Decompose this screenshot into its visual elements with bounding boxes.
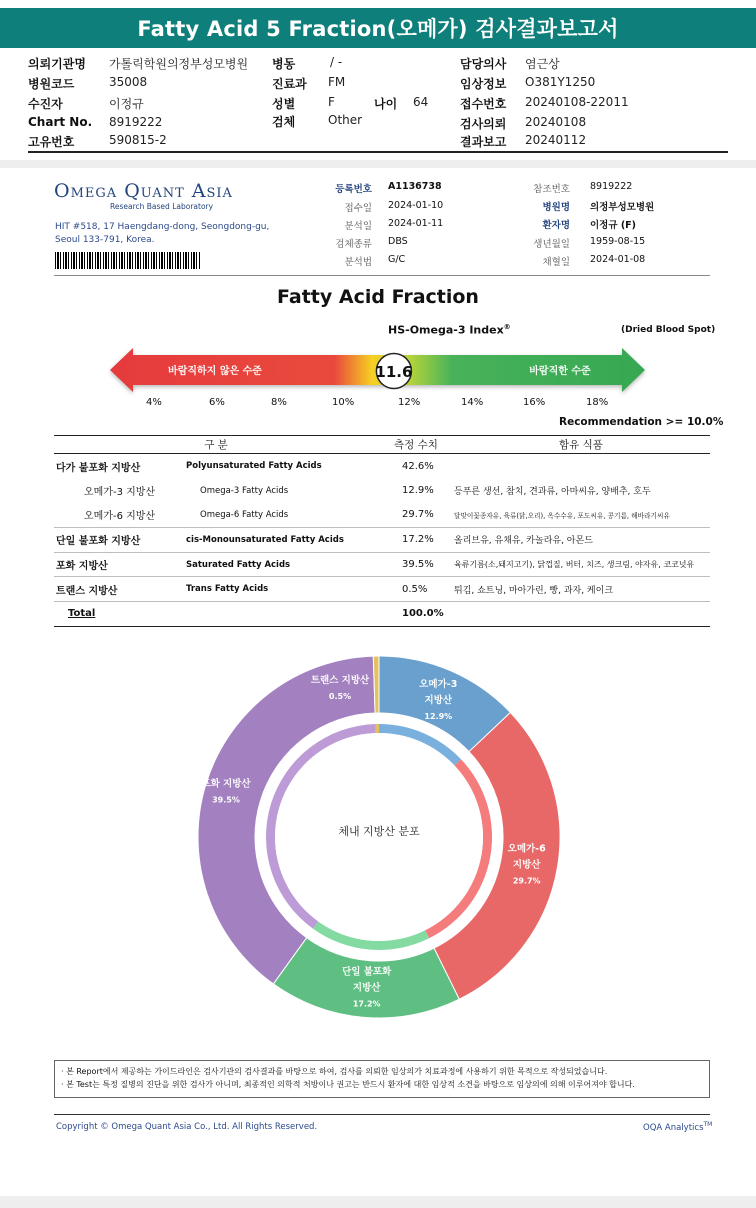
tick-label: 18% [586, 397, 609, 408]
dept-label: 진료과 [272, 77, 307, 91]
gauge-left-label: 바람직하지 않은 수준 [168, 366, 262, 377]
total-value: 100.0% [378, 602, 454, 627]
result-report-value: 20240112 [525, 133, 587, 147]
index-title [388, 323, 511, 337]
fatty-acid-donut-chart [190, 648, 568, 1026]
hospital-value: 가톨릭학원의정부성모병원 [109, 57, 249, 71]
analysis-date-label: 분석일 [344, 221, 372, 232]
patient-name-value: 이정규 (F) [590, 220, 637, 231]
clinical-label: 임상정보 [460, 77, 507, 91]
total-label: Total [54, 602, 182, 627]
slice-label: 29.7% [512, 876, 541, 886]
table-row [54, 478, 710, 503]
collect-date-label: 채혈일 [542, 257, 570, 268]
chart-no-value: 8919222 [109, 115, 163, 129]
ward-value: / - [330, 55, 343, 69]
header-category: 구 분 [54, 436, 378, 454]
slice-label: 39.5% [212, 795, 240, 805]
age-label: 나이 [374, 97, 398, 111]
row-en: Saturated Fatty Acids [182, 552, 378, 577]
analysis-date-value: 2024-01-11 [388, 218, 444, 229]
hospital-label: 의뢰기관명 [28, 57, 86, 71]
specimen-type-value: DBS [388, 236, 408, 247]
table-row [54, 528, 710, 553]
index-value: 11.6 [375, 363, 413, 381]
examinee-label: 수진자 [28, 97, 63, 111]
slice-label: 오메가-6 [507, 843, 546, 855]
row-food [454, 454, 710, 479]
tick-label: 4% [146, 397, 162, 408]
table-total-row [54, 602, 710, 627]
doctor-value: 염근상 [525, 57, 560, 71]
report-title: Fatty Acid 5 Fraction(오메가) 검사결과보고서 [0, 8, 756, 48]
row-value: 29.7% [378, 503, 454, 528]
slice-label: 12.9% [424, 712, 453, 722]
row-value: 12.9% [402, 485, 434, 497]
slice-label: 오메가-3 [419, 679, 458, 691]
ref-no-label: 참조번호 [533, 184, 570, 195]
footer-divider [54, 1114, 710, 1115]
method-label: 분석법 [344, 257, 372, 268]
specimen-label: 검체 [272, 115, 296, 129]
tick-label: 14% [461, 397, 484, 408]
ward-label: 병동 [272, 57, 296, 71]
brand-tm: TM [703, 1121, 713, 1128]
lab-hospital-value: 의정부성모병원 [590, 202, 655, 213]
fatty-acid-table [54, 435, 710, 627]
slice-label: 0.5% [328, 692, 352, 701]
slice-label: 지방산 [512, 859, 541, 871]
test-request-label: 검사의뢰 [460, 117, 507, 131]
unique-no-value: 590815-2 [109, 133, 167, 147]
page-bottom [0, 1196, 756, 1208]
reg-no-value: A1136738 [388, 181, 442, 192]
slice-label: 포화 지방산 [201, 778, 251, 790]
row-kr: 단일 불포화 지방산 [54, 528, 182, 553]
unique-no-label: 고유번호 [28, 135, 75, 149]
dob-label: 생년월일 [533, 239, 570, 250]
barcode [55, 252, 200, 269]
reg-no-label: 등록번호 [335, 184, 372, 195]
header-value: 측정 수치 [378, 436, 454, 454]
specimen-value: Other [328, 113, 363, 127]
tick-label: 12% [398, 397, 421, 408]
slice-label: 17.2% [352, 999, 381, 1009]
section-gap [0, 160, 756, 168]
slice-label: 지방산 [424, 695, 453, 707]
row-en: Omega-3 Fatty Acids [200, 485, 289, 496]
recommendation: Recommendation >= 10.0% [559, 416, 724, 428]
fraction-title: Fatty Acid Fraction [277, 286, 479, 308]
brand-mark [643, 1121, 712, 1133]
lab-logo-subtitle: Research Based Laboratory [110, 202, 214, 211]
ref-no-value: 8919222 [590, 181, 633, 192]
test-request-value: 20240108 [525, 115, 587, 129]
header-food: 함유 식품 [454, 436, 710, 454]
row-en: Trans Fatty Acids [182, 577, 378, 602]
collect-date-value: 2024-01-08 [590, 254, 646, 265]
hospital-code-label: 병원코드 [28, 77, 75, 91]
examinee-value: 이정규 [109, 97, 144, 111]
disclaimer-line: · 본 Report에서 제공하는 가이드라인은 검사기관의 검사결과를 바탕으로 하여, 검사를 의뢰한 임상의가 치료과정에 사용하기 위한 목적으로 작성되었습니다. [61, 1067, 608, 1076]
slice-label: 지방산 [352, 982, 381, 994]
slice-label: 트랜스 지방산 [310, 675, 370, 686]
gauge-right-label: 바람직한 수준 [529, 366, 591, 377]
sample-type: (Dried Blood Spot) [621, 325, 716, 335]
sex-label: 성별 [272, 97, 296, 111]
lab-address-line1: HIT #518, 17 Haengdang-dong, Seongdong-gu, [55, 222, 270, 232]
tick-label: 16% [523, 397, 546, 408]
result-report-label: 결과보고 [460, 135, 507, 149]
sex-value: F [328, 95, 335, 109]
hospital-code-value: 35008 [109, 75, 148, 89]
lab-logo: Omega Quant Asia [54, 180, 233, 202]
row-food: 등푸른 생선, 참치, 견과류, 아마씨유, 양배추, 호두 [454, 487, 651, 498]
tick-label: 10% [332, 397, 355, 408]
row-value: 42.6% [402, 460, 434, 472]
row-en: Polyunsaturated Fatty Acids [186, 461, 322, 472]
copyright: Copyright © Omega Quant Asia Co., Ltd. All Rights Reserved. [56, 1122, 318, 1132]
chart-title: 체내 지방산 분포 [338, 825, 420, 838]
lab-divider [54, 275, 710, 276]
header-divider [28, 151, 728, 153]
lab-hospital-label: 병원명 [542, 202, 570, 213]
tick-label: 8% [271, 397, 287, 408]
row-food: 육류기름(소,돼지고기), 닭껍질, 버터, 치즈, 생크림, 야자유, 코코넛유 [454, 552, 710, 577]
clinical-value: O381Y1250 [525, 75, 596, 89]
index-title-mark: ® [503, 323, 511, 331]
dob-value: 1959-08-15 [590, 236, 646, 247]
row-en: Omega-6 Fatty Acids [182, 503, 378, 528]
index-title-text: HS-Omega-3 Index [388, 323, 504, 337]
row-food: 올리브유, 유채유, 카놀라유, 아몬드 [454, 528, 710, 553]
dept-value: FM [328, 75, 346, 89]
chart-no-label: Chart No. [28, 115, 93, 129]
receipt-label: 접수번호 [460, 97, 507, 111]
table-header [54, 436, 710, 454]
received-value: 2024-01-10 [388, 200, 444, 211]
doctor-label: 담당의사 [460, 57, 507, 71]
donut-inner-slice [375, 724, 379, 733]
slice-label: 단일 불포화 [342, 966, 392, 978]
disclaimer-box [54, 1060, 710, 1098]
row-value: 0.5% [378, 577, 454, 602]
row-food: 달맞이꽃종자유, 육류(닭,오리), 옥수수유, 포도씨유, 콩기름, 해바라기씨유 [454, 503, 710, 528]
table-row [54, 552, 710, 577]
method-value: G/C [388, 254, 406, 265]
row-en: cis-Monounsaturated Fatty Acids [182, 528, 378, 553]
patient-name-label: 환자명 [542, 220, 570, 231]
row-kr: 오메가-6 지방산 [54, 503, 182, 528]
received-label: 접수일 [344, 203, 372, 214]
tick-label: 6% [209, 397, 225, 408]
row-kr: 트랜스 지방산 [54, 577, 182, 602]
row-value: 17.2% [378, 528, 454, 553]
row-value: 39.5% [378, 552, 454, 577]
specimen-type-label: 검체종류 [335, 239, 372, 250]
lab-address-line2: Seoul 133-791, Korea. [55, 235, 155, 245]
brand-text: OQA Analytics [643, 1122, 704, 1133]
row-kr: 다가 불포화 지방산 [56, 462, 141, 474]
row-kr: 오메가-3 지방산 [84, 487, 156, 499]
receipt-value: 20240108-22011 [525, 95, 629, 109]
table-row [54, 577, 710, 602]
table-row [54, 503, 710, 528]
table-row [54, 454, 710, 479]
row-food: 튀김, 쇼트닝, 마아가린, 빵, 과자, 케이크 [454, 577, 710, 602]
row-kr: 포화 지방산 [54, 552, 182, 577]
disclaimer-line: · 본 Test는 특정 질병의 진단을 위한 검사가 아니며, 최종적인 의학적 처방이나 권고는 반드시 환자에 대한 임상적 소견을 바탕으로 임상의에 의해 이루어져야 합니다. [61, 1080, 635, 1089]
age-value: 64 [413, 95, 429, 109]
omega3-index-gauge [105, 340, 650, 400]
